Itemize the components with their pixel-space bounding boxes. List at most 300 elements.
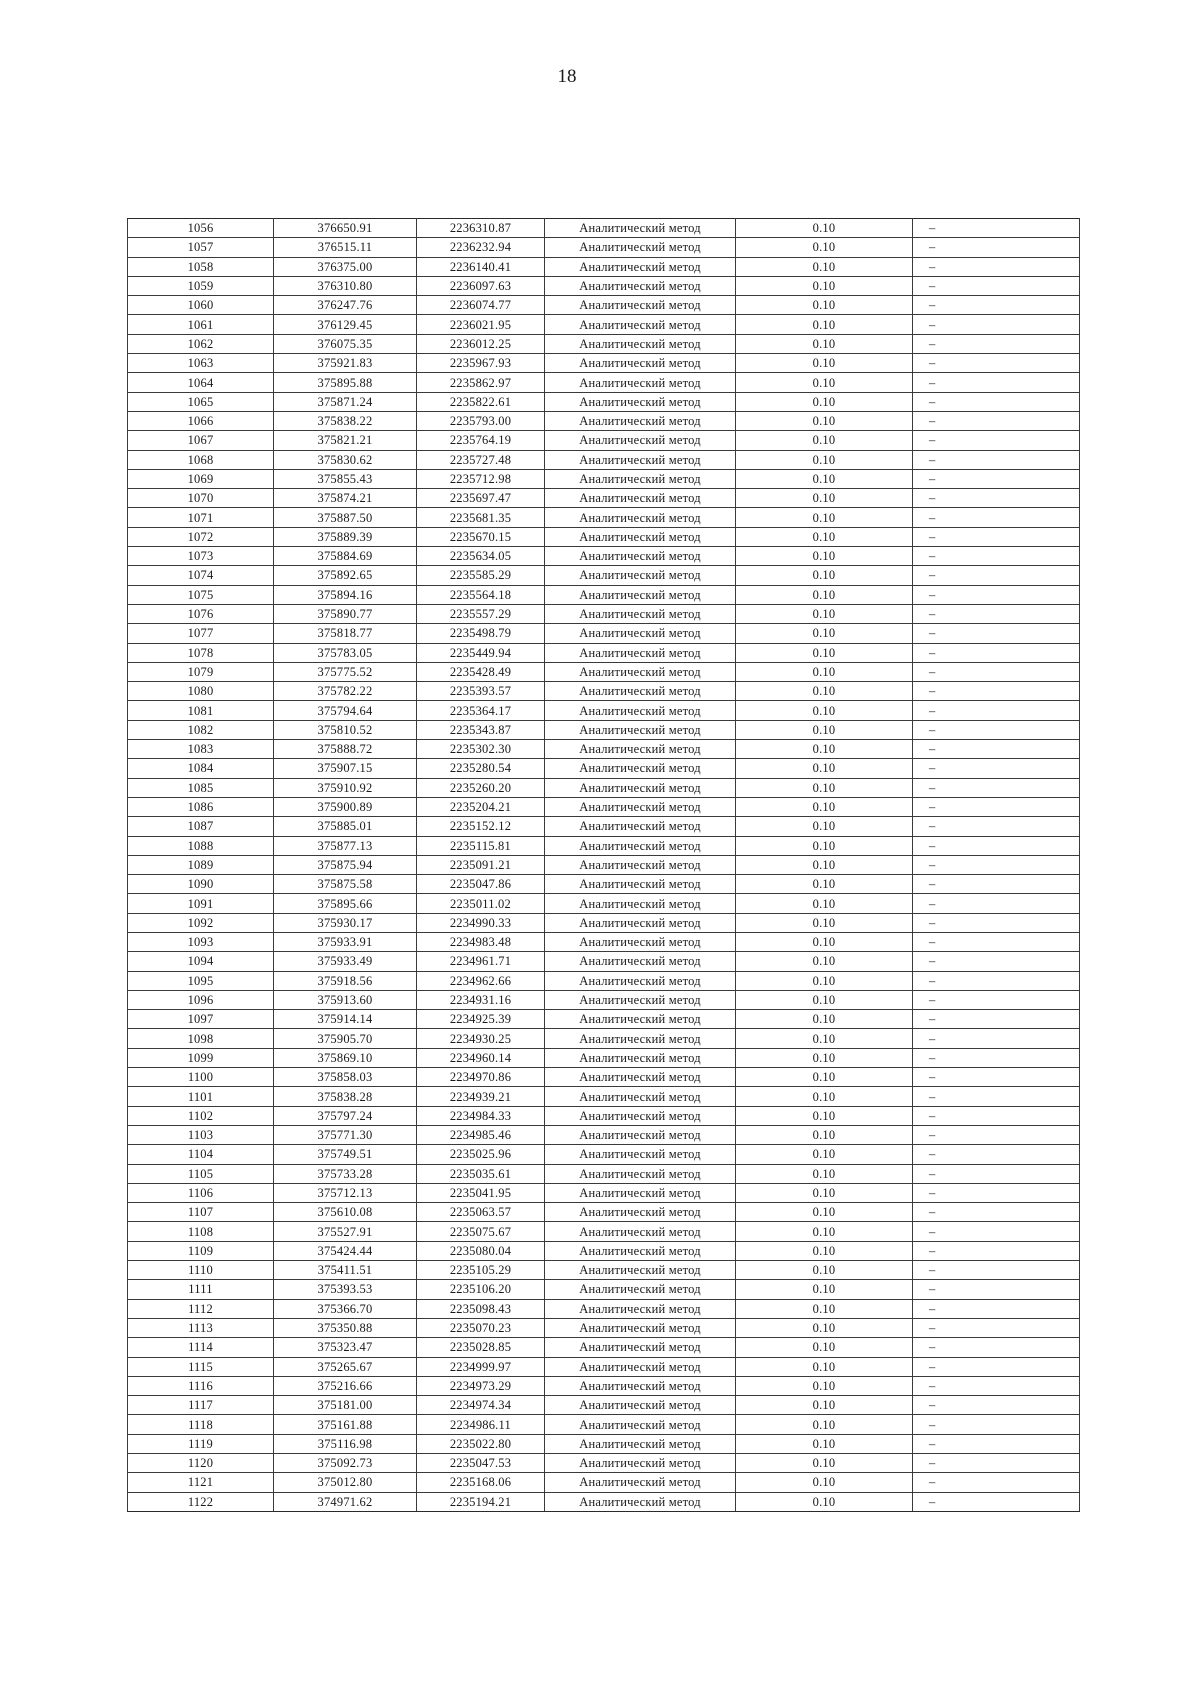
accuracy-cell: 0.10 bbox=[736, 662, 913, 681]
method-cell: Аналитический метод bbox=[545, 1183, 736, 1202]
table-row bbox=[128, 1125, 1080, 1144]
x-coordinate-cell: 375875.58 bbox=[274, 875, 417, 894]
accuracy-cell: 0.10 bbox=[736, 1241, 913, 1260]
x-coordinate-cell: 376650.91 bbox=[274, 219, 417, 238]
table-row bbox=[128, 971, 1080, 990]
method-cell: Аналитический метод bbox=[545, 913, 736, 932]
y-coordinate-cell: 2235204.21 bbox=[417, 797, 545, 816]
y-coordinate-cell: 2235028.85 bbox=[417, 1338, 545, 1357]
x-coordinate-cell: 375900.89 bbox=[274, 797, 417, 816]
method-cell: Аналитический метод bbox=[545, 1434, 736, 1453]
note-cell: – bbox=[913, 238, 1080, 257]
point-number-cell: 1096 bbox=[128, 990, 274, 1009]
x-coordinate-cell: 375782.22 bbox=[274, 682, 417, 701]
point-number-cell: 1120 bbox=[128, 1454, 274, 1473]
x-coordinate-cell: 375712.13 bbox=[274, 1183, 417, 1202]
coordinates-table-body bbox=[128, 219, 1080, 1512]
note-cell: – bbox=[913, 411, 1080, 430]
note-cell: – bbox=[913, 1415, 1080, 1434]
accuracy-cell: 0.10 bbox=[736, 1261, 913, 1280]
x-coordinate-cell: 375933.49 bbox=[274, 952, 417, 971]
x-coordinate-cell: 375411.51 bbox=[274, 1261, 417, 1280]
method-cell: Аналитический метод bbox=[545, 932, 736, 951]
method-cell: Аналитический метод bbox=[545, 469, 736, 488]
y-coordinate-cell: 2235098.43 bbox=[417, 1299, 545, 1318]
accuracy-cell: 0.10 bbox=[736, 1473, 913, 1492]
y-coordinate-cell: 2234985.46 bbox=[417, 1125, 545, 1144]
point-number-cell: 1061 bbox=[128, 315, 274, 334]
note-cell: – bbox=[913, 373, 1080, 392]
table-row bbox=[128, 932, 1080, 951]
table-row bbox=[128, 1473, 1080, 1492]
method-cell: Аналитический метод bbox=[545, 566, 736, 585]
x-coordinate-cell: 375933.91 bbox=[274, 932, 417, 951]
point-number-cell: 1085 bbox=[128, 778, 274, 797]
x-coordinate-cell: 375895.66 bbox=[274, 894, 417, 913]
table-row bbox=[128, 1280, 1080, 1299]
point-number-cell: 1098 bbox=[128, 1029, 274, 1048]
x-coordinate-cell: 375874.21 bbox=[274, 489, 417, 508]
table-row bbox=[128, 489, 1080, 508]
note-cell: – bbox=[913, 566, 1080, 585]
method-cell: Аналитический метод bbox=[545, 778, 736, 797]
method-cell: Аналитический метод bbox=[545, 624, 736, 643]
note-cell: – bbox=[913, 1068, 1080, 1087]
table-row bbox=[128, 1338, 1080, 1357]
point-number-cell: 1074 bbox=[128, 566, 274, 585]
point-number-cell: 1113 bbox=[128, 1318, 274, 1337]
table-row bbox=[128, 276, 1080, 295]
x-coordinate-cell: 376129.45 bbox=[274, 315, 417, 334]
note-cell: – bbox=[913, 1357, 1080, 1376]
note-cell: – bbox=[913, 643, 1080, 662]
point-number-cell: 1083 bbox=[128, 740, 274, 759]
y-coordinate-cell: 2234999.97 bbox=[417, 1357, 545, 1376]
method-cell: Аналитический метод bbox=[545, 1048, 736, 1067]
note-cell: – bbox=[913, 1241, 1080, 1260]
table-row bbox=[128, 759, 1080, 778]
accuracy-cell: 0.10 bbox=[736, 797, 913, 816]
table-row bbox=[128, 875, 1080, 894]
table-row bbox=[128, 836, 1080, 855]
x-coordinate-cell: 375930.17 bbox=[274, 913, 417, 932]
method-cell: Аналитический метод bbox=[545, 1376, 736, 1395]
y-coordinate-cell: 2234973.29 bbox=[417, 1376, 545, 1395]
x-coordinate-cell: 375830.62 bbox=[274, 450, 417, 469]
y-coordinate-cell: 2236012.25 bbox=[417, 334, 545, 353]
x-coordinate-cell: 376515.11 bbox=[274, 238, 417, 257]
y-coordinate-cell: 2235557.29 bbox=[417, 604, 545, 623]
note-cell: – bbox=[913, 469, 1080, 488]
x-coordinate-cell: 375527.91 bbox=[274, 1222, 417, 1241]
x-coordinate-cell: 375869.10 bbox=[274, 1048, 417, 1067]
accuracy-cell: 0.10 bbox=[736, 836, 913, 855]
y-coordinate-cell: 2234974.34 bbox=[417, 1396, 545, 1415]
note-cell: – bbox=[913, 354, 1080, 373]
y-coordinate-cell: 2234984.33 bbox=[417, 1106, 545, 1125]
table-row bbox=[128, 1048, 1080, 1067]
method-cell: Аналитический метод bbox=[545, 1241, 736, 1260]
x-coordinate-cell: 375884.69 bbox=[274, 547, 417, 566]
method-cell: Аналитический метод bbox=[545, 238, 736, 257]
method-cell: Аналитический метод bbox=[545, 1415, 736, 1434]
accuracy-cell: 0.10 bbox=[736, 238, 913, 257]
note-cell: – bbox=[913, 1396, 1080, 1415]
note-cell: – bbox=[913, 1492, 1080, 1511]
point-number-cell: 1072 bbox=[128, 527, 274, 546]
note-cell: – bbox=[913, 855, 1080, 874]
y-coordinate-cell: 2235075.67 bbox=[417, 1222, 545, 1241]
point-number-cell: 1109 bbox=[128, 1241, 274, 1260]
accuracy-cell: 0.10 bbox=[736, 990, 913, 1009]
point-number-cell: 1107 bbox=[128, 1203, 274, 1222]
note-cell: – bbox=[913, 1048, 1080, 1067]
table-row bbox=[128, 1241, 1080, 1260]
x-coordinate-cell: 375610.08 bbox=[274, 1203, 417, 1222]
point-number-cell: 1097 bbox=[128, 1010, 274, 1029]
y-coordinate-cell: 2235681.35 bbox=[417, 508, 545, 527]
point-number-cell: 1077 bbox=[128, 624, 274, 643]
accuracy-cell: 0.10 bbox=[736, 508, 913, 527]
note-cell: – bbox=[913, 604, 1080, 623]
note-cell: – bbox=[913, 315, 1080, 334]
x-coordinate-cell: 375818.77 bbox=[274, 624, 417, 643]
table-row bbox=[128, 334, 1080, 353]
method-cell: Аналитический метод bbox=[545, 643, 736, 662]
point-number-cell: 1099 bbox=[128, 1048, 274, 1067]
table-row bbox=[128, 1068, 1080, 1087]
y-coordinate-cell: 2235428.49 bbox=[417, 662, 545, 681]
accuracy-cell: 0.10 bbox=[736, 740, 913, 759]
method-cell: Аналитический метод bbox=[545, 1087, 736, 1106]
method-cell: Аналитический метод bbox=[545, 1029, 736, 1048]
y-coordinate-cell: 2235025.96 bbox=[417, 1145, 545, 1164]
note-cell: – bbox=[913, 1222, 1080, 1241]
method-cell: Аналитический метод bbox=[545, 1454, 736, 1473]
x-coordinate-cell: 375895.88 bbox=[274, 373, 417, 392]
point-number-cell: 1102 bbox=[128, 1106, 274, 1125]
point-number-cell: 1080 bbox=[128, 682, 274, 701]
y-coordinate-cell: 2236074.77 bbox=[417, 296, 545, 315]
x-coordinate-cell: 376375.00 bbox=[274, 257, 417, 276]
x-coordinate-cell: 375749.51 bbox=[274, 1145, 417, 1164]
table-row bbox=[128, 643, 1080, 662]
point-number-cell: 1084 bbox=[128, 759, 274, 778]
note-cell: – bbox=[913, 720, 1080, 739]
x-coordinate-cell: 375116.98 bbox=[274, 1434, 417, 1453]
note-cell: – bbox=[913, 527, 1080, 546]
table-row bbox=[128, 1299, 1080, 1318]
y-coordinate-cell: 2234925.39 bbox=[417, 1010, 545, 1029]
x-coordinate-cell: 375855.43 bbox=[274, 469, 417, 488]
note-cell: – bbox=[913, 624, 1080, 643]
table-row bbox=[128, 1492, 1080, 1511]
x-coordinate-cell: 375775.52 bbox=[274, 662, 417, 681]
accuracy-cell: 0.10 bbox=[736, 547, 913, 566]
x-coordinate-cell: 375838.22 bbox=[274, 411, 417, 430]
method-cell: Аналитический метод bbox=[545, 1164, 736, 1183]
table-row bbox=[128, 952, 1080, 971]
x-coordinate-cell: 375771.30 bbox=[274, 1125, 417, 1144]
note-cell: – bbox=[913, 759, 1080, 778]
point-number-cell: 1095 bbox=[128, 971, 274, 990]
method-cell: Аналитический метод bbox=[545, 489, 736, 508]
y-coordinate-cell: 2235080.04 bbox=[417, 1241, 545, 1260]
accuracy-cell: 0.10 bbox=[736, 778, 913, 797]
point-number-cell: 1057 bbox=[128, 238, 274, 257]
method-cell: Аналитический метод bbox=[545, 296, 736, 315]
x-coordinate-cell: 375910.92 bbox=[274, 778, 417, 797]
x-coordinate-cell: 375887.50 bbox=[274, 508, 417, 527]
accuracy-cell: 0.10 bbox=[736, 1010, 913, 1029]
note-cell: – bbox=[913, 547, 1080, 566]
point-number-cell: 1094 bbox=[128, 952, 274, 971]
accuracy-cell: 0.10 bbox=[736, 431, 913, 450]
method-cell: Аналитический метод bbox=[545, 315, 736, 334]
table-row bbox=[128, 662, 1080, 681]
point-number-cell: 1081 bbox=[128, 701, 274, 720]
point-number-cell: 1118 bbox=[128, 1415, 274, 1434]
table-row bbox=[128, 1029, 1080, 1048]
y-coordinate-cell: 2235634.05 bbox=[417, 547, 545, 566]
note-cell: – bbox=[913, 797, 1080, 816]
y-coordinate-cell: 2236140.41 bbox=[417, 257, 545, 276]
table-row bbox=[128, 1434, 1080, 1453]
y-coordinate-cell: 2236232.94 bbox=[417, 238, 545, 257]
method-cell: Аналитический метод bbox=[545, 682, 736, 701]
note-cell: – bbox=[913, 682, 1080, 701]
y-coordinate-cell: 2235260.20 bbox=[417, 778, 545, 797]
y-coordinate-cell: 2235967.93 bbox=[417, 354, 545, 373]
x-coordinate-cell: 375890.77 bbox=[274, 604, 417, 623]
note-cell: – bbox=[913, 1473, 1080, 1492]
point-number-cell: 1068 bbox=[128, 450, 274, 469]
accuracy-cell: 0.10 bbox=[736, 1357, 913, 1376]
point-number-cell: 1114 bbox=[128, 1338, 274, 1357]
point-number-cell: 1116 bbox=[128, 1376, 274, 1395]
method-cell: Аналитический метод bbox=[545, 875, 736, 894]
note-cell: – bbox=[913, 1106, 1080, 1125]
point-number-cell: 1065 bbox=[128, 392, 274, 411]
accuracy-cell: 0.10 bbox=[736, 1396, 913, 1415]
point-number-cell: 1101 bbox=[128, 1087, 274, 1106]
table-row bbox=[128, 1145, 1080, 1164]
accuracy-cell: 0.10 bbox=[736, 566, 913, 585]
point-number-cell: 1092 bbox=[128, 913, 274, 932]
y-coordinate-cell: 2235697.47 bbox=[417, 489, 545, 508]
point-number-cell: 1075 bbox=[128, 585, 274, 604]
y-coordinate-cell: 2234962.66 bbox=[417, 971, 545, 990]
accuracy-cell: 0.10 bbox=[736, 1125, 913, 1144]
accuracy-cell: 0.10 bbox=[736, 296, 913, 315]
x-coordinate-cell: 375888.72 bbox=[274, 740, 417, 759]
y-coordinate-cell: 2235670.15 bbox=[417, 527, 545, 546]
table-row bbox=[128, 1261, 1080, 1280]
accuracy-cell: 0.10 bbox=[736, 1145, 913, 1164]
table-row bbox=[128, 315, 1080, 334]
x-coordinate-cell: 376310.80 bbox=[274, 276, 417, 295]
x-coordinate-cell: 375012.80 bbox=[274, 1473, 417, 1492]
y-coordinate-cell: 2235364.17 bbox=[417, 701, 545, 720]
table-row bbox=[128, 354, 1080, 373]
x-coordinate-cell: 376247.76 bbox=[274, 296, 417, 315]
method-cell: Аналитический метод bbox=[545, 894, 736, 913]
accuracy-cell: 0.10 bbox=[736, 489, 913, 508]
point-number-cell: 1106 bbox=[128, 1183, 274, 1202]
method-cell: Аналитический метод bbox=[545, 1338, 736, 1357]
table-row bbox=[128, 469, 1080, 488]
method-cell: Аналитический метод bbox=[545, 1203, 736, 1222]
table-row bbox=[128, 373, 1080, 392]
note-cell: – bbox=[913, 257, 1080, 276]
y-coordinate-cell: 2235091.21 bbox=[417, 855, 545, 874]
table-row bbox=[128, 740, 1080, 759]
note-cell: – bbox=[913, 952, 1080, 971]
method-cell: Аналитический метод bbox=[545, 276, 736, 295]
accuracy-cell: 0.10 bbox=[736, 1434, 913, 1453]
y-coordinate-cell: 2235194.21 bbox=[417, 1492, 545, 1511]
x-coordinate-cell: 375913.60 bbox=[274, 990, 417, 1009]
table-row bbox=[128, 219, 1080, 238]
y-coordinate-cell: 2235727.48 bbox=[417, 450, 545, 469]
x-coordinate-cell: 375733.28 bbox=[274, 1164, 417, 1183]
accuracy-cell: 0.10 bbox=[736, 894, 913, 913]
accuracy-cell: 0.10 bbox=[736, 604, 913, 623]
table-row bbox=[128, 1222, 1080, 1241]
y-coordinate-cell: 2235115.81 bbox=[417, 836, 545, 855]
method-cell: Аналитический метод bbox=[545, 547, 736, 566]
note-cell: – bbox=[913, 1280, 1080, 1299]
table-row bbox=[128, 913, 1080, 932]
x-coordinate-cell: 375821.21 bbox=[274, 431, 417, 450]
table-row bbox=[128, 817, 1080, 836]
accuracy-cell: 0.10 bbox=[736, 643, 913, 662]
point-number-cell: 1108 bbox=[128, 1222, 274, 1241]
accuracy-cell: 0.10 bbox=[736, 411, 913, 430]
method-cell: Аналитический метод bbox=[545, 662, 736, 681]
y-coordinate-cell: 2235047.53 bbox=[417, 1454, 545, 1473]
x-coordinate-cell: 375161.88 bbox=[274, 1415, 417, 1434]
table-row bbox=[128, 778, 1080, 797]
x-coordinate-cell: 375323.47 bbox=[274, 1338, 417, 1357]
method-cell: Аналитический метод bbox=[545, 219, 736, 238]
y-coordinate-cell: 2235280.54 bbox=[417, 759, 545, 778]
point-number-cell: 1062 bbox=[128, 334, 274, 353]
table-row bbox=[128, 720, 1080, 739]
method-cell: Аналитический метод bbox=[545, 971, 736, 990]
x-coordinate-cell: 375914.14 bbox=[274, 1010, 417, 1029]
accuracy-cell: 0.10 bbox=[736, 1280, 913, 1299]
point-number-cell: 1117 bbox=[128, 1396, 274, 1415]
point-number-cell: 1088 bbox=[128, 836, 274, 855]
y-coordinate-cell: 2236097.63 bbox=[417, 276, 545, 295]
y-coordinate-cell: 2235564.18 bbox=[417, 585, 545, 604]
table-row bbox=[128, 508, 1080, 527]
point-number-cell: 1069 bbox=[128, 469, 274, 488]
accuracy-cell: 0.10 bbox=[736, 219, 913, 238]
note-cell: – bbox=[913, 1183, 1080, 1202]
method-cell: Аналитический метод bbox=[545, 797, 736, 816]
x-coordinate-cell: 375892.65 bbox=[274, 566, 417, 585]
y-coordinate-cell: 2236310.87 bbox=[417, 219, 545, 238]
method-cell: Аналитический метод bbox=[545, 1318, 736, 1337]
y-coordinate-cell: 2235105.29 bbox=[417, 1261, 545, 1280]
accuracy-cell: 0.10 bbox=[736, 276, 913, 295]
x-coordinate-cell: 375265.67 bbox=[274, 1357, 417, 1376]
y-coordinate-cell: 2235712.98 bbox=[417, 469, 545, 488]
table-row bbox=[128, 990, 1080, 1009]
note-cell: – bbox=[913, 778, 1080, 797]
note-cell: – bbox=[913, 1010, 1080, 1029]
point-number-cell: 1110 bbox=[128, 1261, 274, 1280]
y-coordinate-cell: 2235585.29 bbox=[417, 566, 545, 585]
note-cell: – bbox=[913, 585, 1080, 604]
x-coordinate-cell: 376075.35 bbox=[274, 334, 417, 353]
method-cell: Аналитический метод bbox=[545, 759, 736, 778]
method-cell: Аналитический метод bbox=[545, 527, 736, 546]
y-coordinate-cell: 2235862.97 bbox=[417, 373, 545, 392]
accuracy-cell: 0.10 bbox=[736, 1299, 913, 1318]
method-cell: Аналитический метод bbox=[545, 855, 736, 874]
y-coordinate-cell: 2235022.80 bbox=[417, 1434, 545, 1453]
table-row bbox=[128, 392, 1080, 411]
accuracy-cell: 0.10 bbox=[736, 1415, 913, 1434]
note-cell: – bbox=[913, 817, 1080, 836]
method-cell: Аналитический метод bbox=[545, 1473, 736, 1492]
y-coordinate-cell: 2235343.87 bbox=[417, 720, 545, 739]
note-cell: – bbox=[913, 508, 1080, 527]
point-number-cell: 1079 bbox=[128, 662, 274, 681]
table-row bbox=[128, 450, 1080, 469]
y-coordinate-cell: 2234961.71 bbox=[417, 952, 545, 971]
y-coordinate-cell: 2235764.19 bbox=[417, 431, 545, 450]
accuracy-cell: 0.10 bbox=[736, 817, 913, 836]
x-coordinate-cell: 375216.66 bbox=[274, 1376, 417, 1395]
accuracy-cell: 0.10 bbox=[736, 1338, 913, 1357]
y-coordinate-cell: 2235498.79 bbox=[417, 624, 545, 643]
y-coordinate-cell: 2235047.86 bbox=[417, 875, 545, 894]
accuracy-cell: 0.10 bbox=[736, 1203, 913, 1222]
note-cell: – bbox=[913, 875, 1080, 894]
accuracy-cell: 0.10 bbox=[736, 1106, 913, 1125]
accuracy-cell: 0.10 bbox=[736, 450, 913, 469]
point-number-cell: 1067 bbox=[128, 431, 274, 450]
point-number-cell: 1064 bbox=[128, 373, 274, 392]
y-coordinate-cell: 2235070.23 bbox=[417, 1318, 545, 1337]
accuracy-cell: 0.10 bbox=[736, 971, 913, 990]
y-coordinate-cell: 2235106.20 bbox=[417, 1280, 545, 1299]
x-coordinate-cell: 375889.39 bbox=[274, 527, 417, 546]
method-cell: Аналитический метод bbox=[545, 740, 736, 759]
accuracy-cell: 0.10 bbox=[736, 1376, 913, 1395]
x-coordinate-cell: 375393.53 bbox=[274, 1280, 417, 1299]
x-coordinate-cell: 375894.16 bbox=[274, 585, 417, 604]
point-number-cell: 1105 bbox=[128, 1164, 274, 1183]
note-cell: – bbox=[913, 276, 1080, 295]
y-coordinate-cell: 2234990.33 bbox=[417, 913, 545, 932]
point-number-cell: 1093 bbox=[128, 932, 274, 951]
point-number-cell: 1059 bbox=[128, 276, 274, 295]
method-cell: Аналитический метод bbox=[545, 450, 736, 469]
accuracy-cell: 0.10 bbox=[736, 682, 913, 701]
table-row bbox=[128, 585, 1080, 604]
method-cell: Аналитический метод bbox=[545, 1261, 736, 1280]
note-cell: – bbox=[913, 431, 1080, 450]
method-cell: Аналитический метод bbox=[545, 411, 736, 430]
table-row bbox=[128, 894, 1080, 913]
note-cell: – bbox=[913, 990, 1080, 1009]
note-cell: – bbox=[913, 1203, 1080, 1222]
